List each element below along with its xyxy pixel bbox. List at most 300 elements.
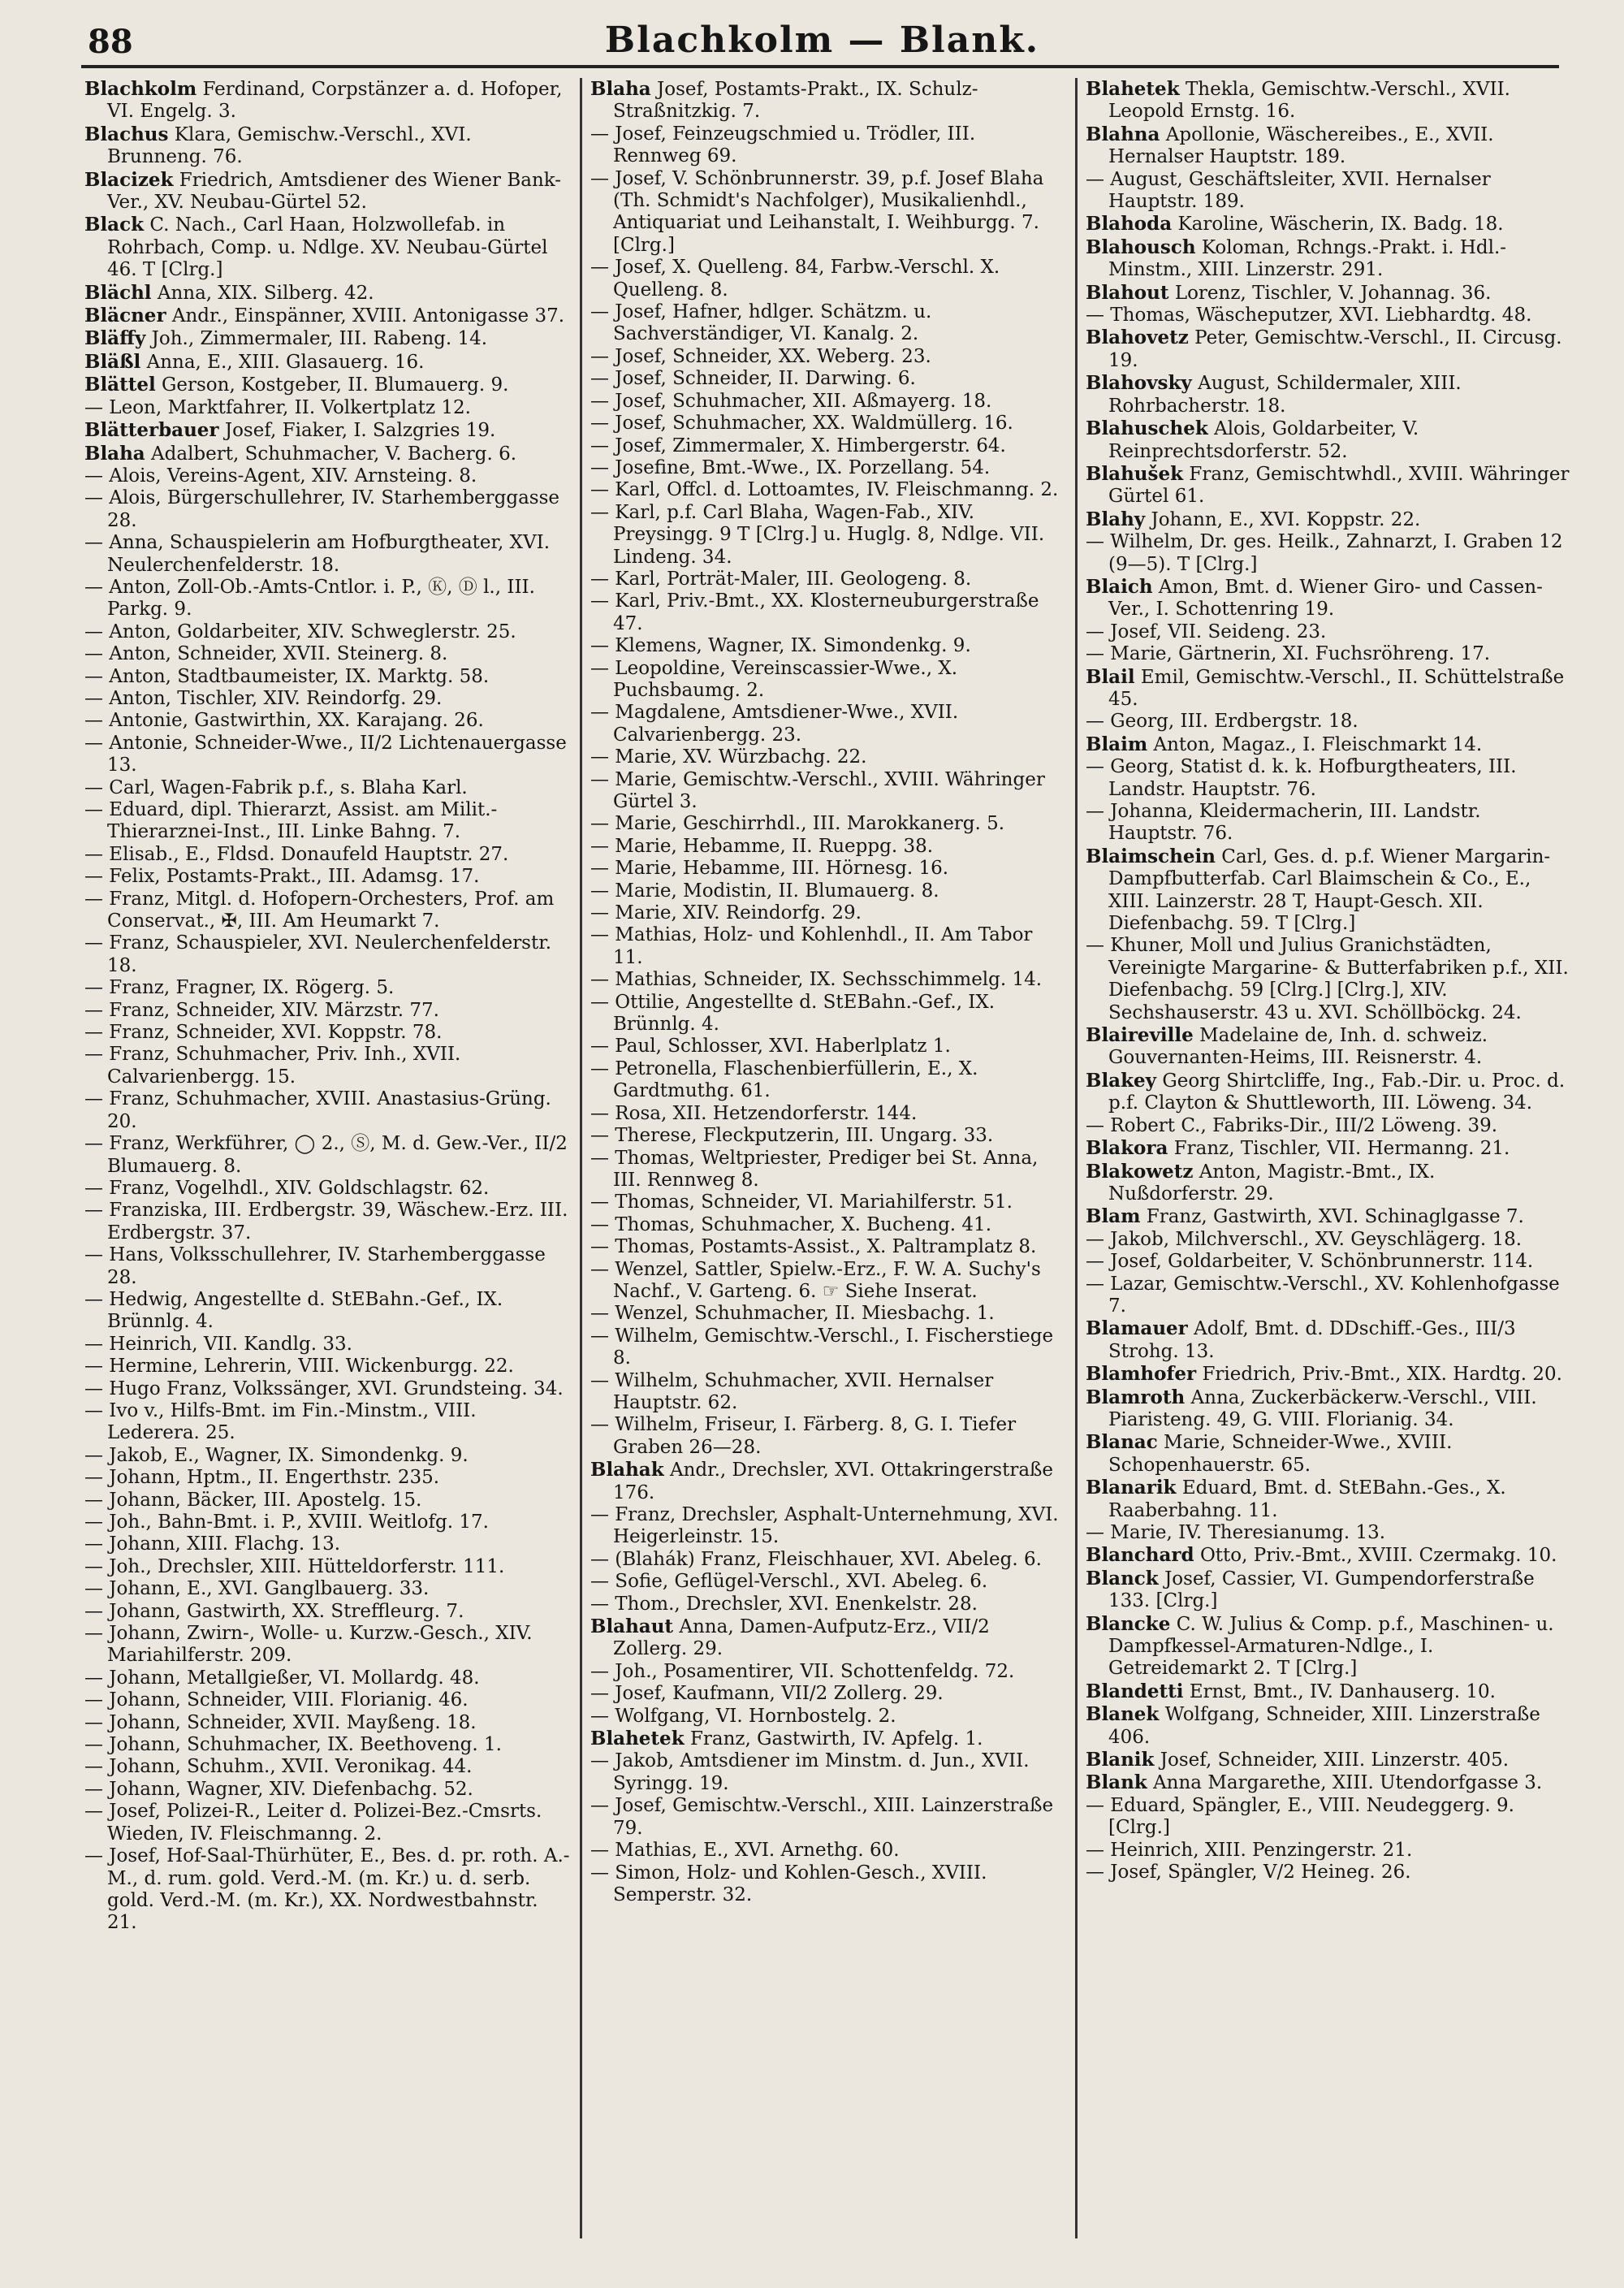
directory-entry [590, 1036, 1067, 1057]
directory-entry [590, 880, 1067, 902]
directory-entry [590, 969, 1067, 991]
directory-entry [84, 1244, 572, 1289]
entry-text: Peter, Gemischtw.-Verschl., II. Circusg. 19. [1108, 327, 1562, 371]
directory-entry [84, 169, 572, 214]
entry-text: — Marie, Gärtnerin, XI. Fuchsröhreng. 17. [1086, 643, 1491, 665]
entry-surname: Blahuschek [1086, 417, 1208, 440]
directory-entry [84, 1578, 572, 1600]
entry-text: — Anton, Schneider, XVII. Steinerg. 8. [84, 643, 448, 665]
entry-text: — Jakob, E., Wagner, IX. Simondenkg. 9. [84, 1444, 469, 1466]
directory-entry [1086, 327, 1570, 372]
entry-text: — Johann, Wagner, XIV. Diefenbachg. 52. [84, 1778, 473, 1800]
directory-entry [1086, 213, 1570, 236]
directory-entry [1086, 1137, 1570, 1160]
entry-text: Emil, Gemischtw.-Verschl., II. Schüttelstraße 45. [1108, 666, 1565, 710]
entry-surname: Blanik [1086, 1749, 1155, 1771]
directory-entry [1086, 1274, 1570, 1318]
entry-text: — Johann, Schneider, XVII. Mayßeng. 18. [84, 1711, 477, 1733]
entry-surname: Blanac [1086, 1431, 1158, 1454]
directory-entry [84, 351, 572, 374]
entry-surname: Blahout [1086, 281, 1169, 304]
directory-entry [590, 368, 1067, 390]
entry-text: Josef, Cassier, VI. Gumpendorferstraße 133. [Clrg.] [1108, 1568, 1535, 1612]
entry-text: — Paul, Schlosser, XVI. Haberlplatz 1. [590, 1036, 951, 1057]
directory-entry [84, 1378, 572, 1400]
entry-text: — Mathias, Holz- und Kohlenhdl., II. Am Tabor 11. [590, 924, 1033, 968]
entry-text: — Georg, III. Erdbergstr. 18. [1086, 711, 1358, 733]
entry-text: — Eduard, Spängler, E., VIII. Neudeggerg. 9. [Clrg.] [1086, 1794, 1514, 1839]
directory-entry [590, 1259, 1067, 1304]
directory-entry [84, 443, 572, 465]
directory-entry [84, 932, 572, 977]
entry-text: Andr., Drechsler, XVI. Ottakringerstraße 176. [613, 1460, 1054, 1503]
directory-entry [590, 1571, 1067, 1593]
directory-entry [84, 666, 572, 688]
directory-entry [590, 769, 1067, 814]
column-3 [1075, 78, 1570, 2238]
entry-surname: Blahetek [1086, 78, 1180, 100]
entry-surname: Blaimschein [1086, 845, 1216, 867]
entry-text: — Sofie, Geflügel-Verschl., XVI. Abeleg. 6. [590, 1571, 988, 1593]
directory-entry [590, 658, 1067, 703]
entry-text: — August, Geschäftsleiter, XVII. Hernalser Hauptstr. 189. [1086, 168, 1491, 213]
entry-text: Josef, Schneider, XIII. Linzerstr. 405. [1160, 1750, 1510, 1771]
entry-surname: Blahovetz [1086, 327, 1189, 349]
entry-columns [84, 78, 1570, 2238]
directory-entry [84, 1689, 572, 1711]
entry-text: — Josefine, Bmt.-Wwe., IX. Porzellang. 54. [590, 456, 991, 478]
page-header [81, 18, 1563, 67]
entry-text: — Therese, Fleckputzerin, III. Ungarg. 33. [590, 1125, 994, 1147]
entry-text: — Thom., Drechsler, XVI. Enenkelstr. 28. [590, 1593, 978, 1615]
directory-entry [84, 1467, 572, 1489]
directory-entry [1086, 1749, 1570, 1771]
entry-text: — Wilhelm, Schuhmacher, XVII. Hernalser Hauptstr. 62. [590, 1369, 994, 1413]
directory-entry [84, 532, 572, 577]
entry-text: — Franziska, III. Erdbergstr. 39, Wäschew.-Erz. III. Erdbergstr. 37. [84, 1200, 568, 1243]
entry-text: August, Schildermaler, XIII. Rohrbacherstr. 18. [1108, 373, 1462, 417]
entry-text: Alois, Goldarbeiter, V. Reinprechtsdorferstr. 52. [1108, 418, 1419, 462]
entry-text: Adolf, Bmt. d. DDschiff.-Ges., III/3 Strohg. 13. [1108, 1318, 1516, 1362]
directory-entry [590, 1326, 1067, 1370]
directory-entry [1086, 733, 1570, 756]
directory-entry [84, 1512, 572, 1533]
entry-text: — Franz, Schuhmacher, Priv. Inh., XVII. Calvarienbergg. 15. [84, 1044, 461, 1088]
directory-entry [1086, 1477, 1570, 1522]
column-2 [580, 78, 1075, 2238]
entry-surname: Blahousch [1086, 236, 1196, 258]
entry-text: — Johann, Zwirn-, Wolle- u. Kurzw.-Gesch., XIV. Mariahilferstr. 209. [84, 1623, 533, 1667]
entry-text: — Josef, Schneider, XX. Weberg. 23. [590, 345, 931, 367]
entry-text: Anna, Damen-Aufputz-Erz., VII/2 Zollerg. 29. [613, 1616, 990, 1660]
directory-entry [1086, 1115, 1570, 1137]
entry-surname: Blahovsky [1086, 372, 1192, 395]
entry-text: — Josef, Schuhmacher, XII. Aßmayerg. 18. [590, 390, 992, 412]
directory-entry [84, 1334, 572, 1356]
entry-surname: Blahak [590, 1459, 664, 1481]
entry-text: — Lazar, Gemischtw.-Verschl., XV. Kohlenhofgasse 7. [1086, 1273, 1560, 1317]
entry-text: Andr., Einspänner, XVIII. Antonigasse 37. [171, 305, 565, 327]
directory-entry [590, 590, 1067, 635]
entry-text: — Johann, Schuhm., XVII. Veronikag. 44. [84, 1756, 473, 1778]
directory-entry [84, 123, 572, 169]
directory-entry [590, 836, 1067, 858]
entry-text: Eduard, Bmt. d. StEBahn.-Ges., X. Raaberbahng. 11. [1108, 1477, 1506, 1521]
directory-entry [590, 1192, 1067, 1213]
entry-text: — Anton, Tischler, XIV. Reindorfg. 29. [84, 687, 443, 709]
entry-text: — Thomas, Postamts-Assist., X. Paltramplatz 8. [590, 1236, 1037, 1258]
directory-entry [590, 813, 1067, 835]
directory-entry [84, 1801, 572, 1845]
directory-entry [1086, 1161, 1570, 1206]
entry-text: Madelaine de, Inh. d. schweiz. Gouvernanten-Heims, III. Reisnerstr. 4. [1108, 1025, 1488, 1069]
directory-entry [1086, 643, 1570, 665]
directory-entry [1086, 1522, 1570, 1544]
entry-text: — Josef, X. Quelleng. 84, Farbw.-Verschl. X. Quelleng. 8. [590, 257, 1000, 301]
directory-entry [1086, 1386, 1570, 1432]
entry-surname: Blachkolm [84, 78, 197, 100]
directory-entry [1086, 1795, 1570, 1840]
entry-text: Marie, Schneider-Wwe., XVIII. Schopenhauerstr. 65. [1108, 1432, 1453, 1476]
entry-text: — Anton, Goldarbeiter, XIV. Schweglerstr. 25. [84, 621, 516, 642]
directory-entry [1086, 1229, 1570, 1251]
entry-text: — Franz, Schuhmacher, XVIII. Anastasius-Grüng. 20. [84, 1088, 551, 1132]
entry-text: Karoline, Wäscherin, IX. Badg. 18. [1177, 214, 1504, 236]
directory-entry [1086, 1431, 1570, 1477]
entry-text: — Antonie, Gastwirthin, XX. Karajang. 26. [84, 710, 484, 732]
entry-surname: Bläcner [84, 305, 166, 327]
entry-text: — Marie, XV. Würzbachg. 22. [590, 746, 867, 768]
directory-entry [84, 1088, 572, 1133]
entry-text: — Hugo Franz, Volkssänger, XVI. Grundsteing. 34. [84, 1378, 564, 1399]
entry-text: — Joh., Bahn-Bmt. i. P., XVIII. Weitlofg. 17. [84, 1512, 489, 1533]
directory-entry [590, 346, 1067, 368]
directory-entry [590, 992, 1067, 1036]
directory-entry [590, 1459, 1067, 1504]
running-head: Blachkolm — Blank. [604, 19, 1040, 61]
directory-entry [590, 123, 1067, 168]
directory-entry [84, 1490, 572, 1512]
entry-text: — Marie, Hebamme, II. Rueppg. 38. [590, 835, 934, 857]
entry-text: — Thomas, Wäscheputzer, XVI. Liebhardtg. 48. [1086, 305, 1532, 327]
directory-entry [590, 1795, 1067, 1840]
entry-text: — Leopoldine, Vereinscassier-Wwe., X. Puchsbaumg. 2. [590, 657, 958, 701]
entry-text: — Klemens, Wagner, IX. Simondenkg. 9. [590, 635, 971, 657]
entry-text: Ernst, Bmt., IV. Danhauserg. 10. [1189, 1680, 1496, 1702]
directory-entry [84, 1356, 572, 1378]
directory-entry [84, 1000, 572, 1022]
entry-surname: Blanarik [1086, 1477, 1177, 1499]
entry-text: — Hermine, Lehrerin, VIII. Wickenburgg. 22. [84, 1356, 514, 1378]
entry-text: — Josef, Zimmermaler, X. Himbergerstr. 64. [590, 435, 1006, 456]
directory-entry [1086, 935, 1570, 1024]
directory-entry [590, 635, 1067, 657]
directory-entry [590, 457, 1067, 479]
directory-entry [1086, 1024, 1570, 1070]
directory-entry [590, 746, 1067, 768]
directory-entry [1086, 1703, 1570, 1749]
entry-text: — Leon, Marktfahrer, II. Volkertplatz 12. [84, 396, 471, 418]
entry-text: — Johanna, Kleidermacherin, III. Landstr. Hauptstr. 76. [1086, 801, 1481, 845]
directory-entry [590, 413, 1067, 435]
directory-entry [590, 502, 1067, 569]
entry-text: — Wilhelm, Dr. ges. Heilk., Zahnarzt, I. Graben 12 (9—5). T [Clrg.] [1086, 531, 1563, 575]
entry-text: — Heinrich, XIII. Penzingerstr. 21. [1086, 1839, 1413, 1861]
directory-entry [1086, 1205, 1570, 1228]
entry-text: Josef, Postamts-Prakt., IX. Schulz-Straßnitzkig. 7. [613, 79, 978, 123]
entry-text: — Johann, Bäcker, III. Apostelg. 15. [84, 1489, 422, 1511]
entry-text: Thekla, Gemischtw.-Verschl., XVII. Leopold Ernstg. 16. [1108, 79, 1510, 123]
directory-entry [590, 1125, 1067, 1147]
directory-entry [590, 1862, 1067, 1907]
entry-text: Johann, E., XVI. Koppstr. 22. [1151, 508, 1421, 530]
entry-text: — Simon, Holz- und Kohlen-Gesch., XVIII. Semperstr. 32. [590, 1862, 987, 1905]
entry-text: — Magdalene, Amtsdiener-Wwe., XVII. Calvarienbergg. 23. [590, 702, 959, 746]
entry-text: — Rosa, XII. Hetzendorferstr. 144. [590, 1102, 918, 1124]
directory-entry [590, 1615, 1067, 1661]
entry-text: — Ottilie, Angestellte d. StEBahn.-Gef., IX. Brünnlg. 4. [590, 991, 996, 1036]
directory-entry [590, 1706, 1067, 1728]
directory-entry [590, 1236, 1067, 1258]
directory-entry [1086, 1862, 1570, 1884]
entry-surname: Blancke [1086, 1612, 1171, 1635]
directory-entry [84, 397, 572, 419]
directory-entry [1086, 508, 1570, 531]
directory-entry [1086, 576, 1570, 621]
entry-surname: Blächl [84, 281, 152, 304]
entry-text: — Mathias, E., XVI. Arnethg. 60. [590, 1840, 900, 1862]
entry-text: Anton, Magistr.-Bmt., IX. Nußdorferstr. 29. [1108, 1161, 1436, 1205]
entry-text: — Franz, Mitgl. d. Hofopern-Orchesters, Prof. am Conservat., ✠, III. Am Heumarkt 7. [84, 888, 555, 932]
directory-entry [84, 1022, 572, 1044]
directory-entry [84, 733, 572, 777]
directory-entry [84, 1601, 572, 1623]
directory-entry [590, 479, 1067, 501]
entry-text: — Joh., Posamentirer, VII. Schottenfeldg. 72. [590, 1660, 1015, 1682]
entry-text: — Robert C., Fabriks-Dir., III/2 Löweng. 39. [1086, 1114, 1498, 1136]
entry-text: — Johann, Schuhmacher, IX. Beethoveng. 1. [84, 1734, 502, 1756]
directory-entry [590, 1414, 1067, 1459]
directory-entry [1086, 711, 1570, 733]
directory-entry [84, 1289, 572, 1334]
directory-entry [84, 777, 572, 799]
directory-entry [1086, 1771, 1570, 1794]
entry-text: — Karl, Offcl. d. Lottoamtes, IV. Fleischmanng. 2. [590, 479, 1059, 501]
directory-entry [590, 702, 1067, 746]
directory-entry [84, 1734, 572, 1756]
directory-entry [590, 435, 1067, 457]
entry-surname: Blaim [1086, 733, 1148, 755]
directory-entry [84, 621, 572, 643]
entry-surname: Blandetti [1086, 1680, 1184, 1702]
column-1 [84, 78, 580, 2238]
entry-text: Anna, Zuckerbäckerw.-Verschl., VIII. Piaristeng. 49, G. VIII. Florianig. 34. [1108, 1386, 1537, 1430]
directory-entry [84, 1556, 572, 1578]
directory-entry [84, 1756, 572, 1778]
entry-text: — Franz, Schneider, XVI. Koppstr. 78. [84, 1022, 443, 1044]
entry-text: — Wilhelm, Friseur, I. Färberg. 8, G. I. Tiefer Graben 26—28. [590, 1414, 1017, 1458]
entry-text: Apollonie, Wäschereibes., E., XVII. Hernalser Hauptstr. 189. [1108, 123, 1494, 168]
entry-text: — Josef, Schneider, II. Darwing. 6. [590, 368, 916, 390]
directory-entry [84, 710, 572, 732]
entry-text: — Ivo v., Hilfs-Bmt. im Fin.-Minstm., VIII. Lederera. 25. [84, 1399, 477, 1444]
directory-entry [1086, 1568, 1570, 1613]
entry-text: Otto, Priv.-Bmt., XVIII. Czermakg. 10. [1199, 1545, 1557, 1567]
entry-text: Carl, Ges. d. p.f. Wiener Margarin-Dampfbutterfab. Carl Blaimschein & Co., E., XIII. Lainzerstr. 28 T, Haupt-Gesch. XII. Diefenbachg. 59. T [Clrg.] [1108, 846, 1551, 935]
directory-entry [590, 569, 1067, 590]
entry-text: — Franz, Schneider, XIV. Märzstr. 77. [84, 999, 439, 1021]
entry-surname: Blahetek [590, 1728, 685, 1750]
directory-entry [1086, 1613, 1570, 1680]
entry-text: — Johann, Metallgießer, VI. Mollardg. 48. [84, 1667, 480, 1689]
entry-text: — Josef, Schuhmacher, XX. Waldmüllerg. 16. [590, 413, 1013, 435]
directory-entry [590, 1661, 1067, 1683]
directory-entry [1086, 282, 1570, 305]
directory-entry [590, 391, 1067, 413]
directory-entry [1086, 123, 1570, 169]
directory-entry [84, 1845, 572, 1935]
directory-entry [84, 1178, 572, 1200]
entry-text: Joh., Zimmermaler, III. Rabeng. 14. [151, 328, 488, 350]
entry-surname: Blakowetz [1086, 1160, 1194, 1183]
directory-entry [1086, 621, 1570, 643]
entry-text: — Karl, Priv.-Bmt., XX. Klosterneuburgerstraße 47. [590, 590, 1039, 634]
entry-text: — Johann, XIII. Flachg. 13. [84, 1533, 341, 1555]
entry-surname: Blamroth [1086, 1386, 1186, 1408]
directory-entry [590, 1214, 1067, 1236]
entry-text: — Marie, IV. Theresianumg. 13. [1086, 1522, 1386, 1543]
entry-text: — Wilhelm, Gemischtw.-Verschl., I. Fischerstiege 8. [590, 1325, 1054, 1369]
directory-entry [84, 866, 572, 888]
entry-text: — Georg, Statist d. k. k. Hofburgtheaters, III. Landstr. Hauptstr. 76. [1086, 756, 1517, 800]
entry-text: Josef, Fiaker, I. Salzgries 19. [224, 420, 496, 442]
directory-entry [1086, 305, 1570, 327]
directory-entry [590, 1303, 1067, 1325]
entry-text: — Thomas, Schneider, VI. Mariahilferstr. 51. [590, 1192, 1013, 1213]
entry-text: — Johann, Schneider, VIII. Florianig. 46. [84, 1689, 469, 1711]
directory-entry [590, 1594, 1067, 1615]
directory-entry [84, 1133, 572, 1178]
entry-surname: Blank [1086, 1771, 1147, 1794]
entry-text: — Franz, Drechsler, Asphalt-Unternehmung, XVI. Heigerleinstr. 15. [590, 1504, 1059, 1548]
directory-entry [84, 1044, 572, 1088]
entry-text: Anton, Magaz., I. Fleischmarkt 14. [1153, 733, 1483, 755]
entry-text: Franz, Gastwirth, IV. Apfelg. 1. [689, 1728, 983, 1750]
entry-text: — Josef, VII. Seideng. 23. [1086, 621, 1327, 642]
entry-surname: Blahaut [590, 1615, 674, 1638]
entry-text: — Josef, Feinzeugschmied u. Trödler, III. Rennweg 69. [590, 123, 976, 167]
entry-text: — Franz, Vogelhdl., XIV. Goldschlagstr. 62. [84, 1177, 490, 1199]
directory-entry [84, 1533, 572, 1555]
entry-text: — Franz, Fragner, IX. Rögerg. 5. [84, 977, 395, 999]
entry-text: — Petronella, Flaschenbierfüllerin, E., X. Gardtmuthg. 61. [590, 1057, 978, 1102]
entry-text: — Anton, Zoll-Ob.-Amts-Cntlor. i. P., Ⓚ, Ⓓ l., III. Parkg. 9. [84, 576, 535, 621]
directory-entry [1086, 1070, 1570, 1115]
directory-entry [84, 1445, 572, 1467]
directory-entry [590, 301, 1067, 346]
entry-text: — Heinrich, VII. Kandlg. 33. [84, 1333, 352, 1355]
entry-text: Lorenz, Tischler, V. Johannag. 36. [1174, 282, 1492, 304]
directory-entry [590, 924, 1067, 969]
directory-entry [84, 327, 572, 350]
page-number: 88 [88, 23, 133, 61]
entry-surname: Blaireville [1086, 1024, 1194, 1047]
directory-entry [590, 1058, 1067, 1103]
entry-surname: Blaha [84, 442, 145, 465]
entry-text: — Wenzel, Schuhmacher, II. Miesbachg. 1. [590, 1303, 995, 1325]
directory-entry [1086, 756, 1570, 801]
entry-text: — Marie, Gemischtw.-Verschl., XVIII. Währinger Gürtel 3. [590, 768, 1045, 812]
directory-entry [84, 214, 572, 281]
directory-entry [1086, 1317, 1570, 1363]
entry-text: — Khuner, Moll und Julius Granichstädten, Vereinigte Margarine- & Butterfabriken p.f., XII. Diefenbachg. 59 [Clrg.] [Clrg.], XIV. Sechshauserstr. 43 u. XVI. Schöllböckg. 24. [1086, 935, 1569, 1023]
entry-text: — Marie, XIV. Reindorfg. 29. [590, 902, 862, 924]
directory-entry [1086, 801, 1570, 846]
entry-text: — Johann, Gastwirth, XX. Streffleurg. 7. [84, 1600, 464, 1622]
entry-surname: Blanck [1086, 1567, 1159, 1589]
entry-text: — Jakob, Amtsdiener im Minstm. d. Jun., XVII. Syringg. 19. [590, 1750, 1030, 1794]
directory-entry [590, 858, 1067, 880]
directory-entry [84, 1779, 572, 1801]
directory-entry [590, 1683, 1067, 1705]
entry-text: Anna, XIX. Silberg. 42. [157, 282, 374, 304]
entry-text: — Josef, Hafner, hdlger. Schätzm. u. Sachverständiger, VI. Kanalg. 2. [590, 301, 932, 345]
entry-text: — (Blahák) Franz, Fleischhauer, XVI. Abeleg. 6. [590, 1548, 1042, 1570]
directory-entry [1086, 169, 1570, 214]
directory-entry [590, 1750, 1067, 1795]
directory-entry [590, 1103, 1067, 1125]
entry-text: — Marie, Geschirrhdl., III. Marokkanerg. 5. [590, 813, 1005, 835]
entry-text: — Felix, Postamts-Prakt., III. Adamsg. 17. [84, 866, 480, 888]
entry-text: — Alois, Bürgerschullehrer, IV. Starhemberggasse 28. [84, 487, 560, 531]
entry-surname: Bläßl [84, 350, 141, 373]
entry-text: — Josef, V. Schönbrunnerstr. 39, p.f. Josef Blaha (Th. Schmidt's Nachfolger), Musikalienhdl., Antiquariat und Leihanstalt, I. Weihburgg. 7. [Clrg.] [590, 167, 1044, 256]
entry-text: — Karl, Porträt-Maler, III. Geologeng. 8. [590, 568, 972, 590]
entry-text: — Anton, Stadtbaumeister, IX. Marktg. 58. [84, 665, 490, 687]
entry-text: — Josef, Spängler, V/2 Heineg. 26. [1086, 1862, 1411, 1884]
directory-entry [84, 799, 572, 844]
entry-surname: Blahy [1086, 508, 1146, 530]
entry-text: — Thomas, Schuhmacher, X. Bucheng. 41. [590, 1213, 992, 1235]
entry-text: — Johann, Hptm., II. Engerthstr. 235. [84, 1467, 440, 1489]
entry-surname: Blaich [1086, 575, 1153, 598]
entry-surname: Blättel [84, 374, 156, 396]
entry-text: Anna Margarethe, XIII. Utendorfgasse 3. [1153, 1772, 1543, 1794]
directory-entry [84, 1712, 572, 1734]
directory-entry [1086, 1840, 1570, 1862]
directory-entry [84, 577, 572, 621]
directory-entry [1086, 463, 1570, 508]
entry-surname: Blakora [1086, 1137, 1168, 1160]
entry-surname: Black [84, 214, 145, 236]
directory-entry [84, 282, 572, 305]
directory-entry [590, 1148, 1067, 1192]
entry-text: — Anna, Schauspielerin am Hofburgtheater, XVI. Neulerchenfelderstr. 18. [84, 532, 551, 576]
directory-entry [1086, 846, 1570, 936]
entry-text: — Thomas, Weltpriester, Prediger bei St. Anna, III. Rennweg 8. [590, 1147, 1039, 1191]
entry-text: — Elisab., E., Fldsd. Donaufeld Hauptstr. 27. [84, 843, 509, 865]
entry-surname: Blachus [84, 123, 169, 145]
directory-entry [84, 465, 572, 487]
entry-text: — Josef, Kaufmann, VII/2 Zollerg. 29. [590, 1683, 944, 1705]
entry-text: — Franz, Werkführer, ◯ 2., Ⓢ, M. d. Gew.-Ver., II/2 Blumauerg. 8. [84, 1133, 568, 1177]
entry-text: Klara, Gemischw.-Verschl., XVI. Brunneng. 76. [107, 123, 472, 168]
directory-entry [1086, 236, 1570, 282]
directory-entry [84, 688, 572, 710]
directory-entry [84, 1200, 572, 1244]
entry-surname: Blanek [1086, 1703, 1160, 1726]
entry-text: — Josef, Goldarbeiter, V. Schönbrunnerstr. 114. [1086, 1251, 1534, 1273]
